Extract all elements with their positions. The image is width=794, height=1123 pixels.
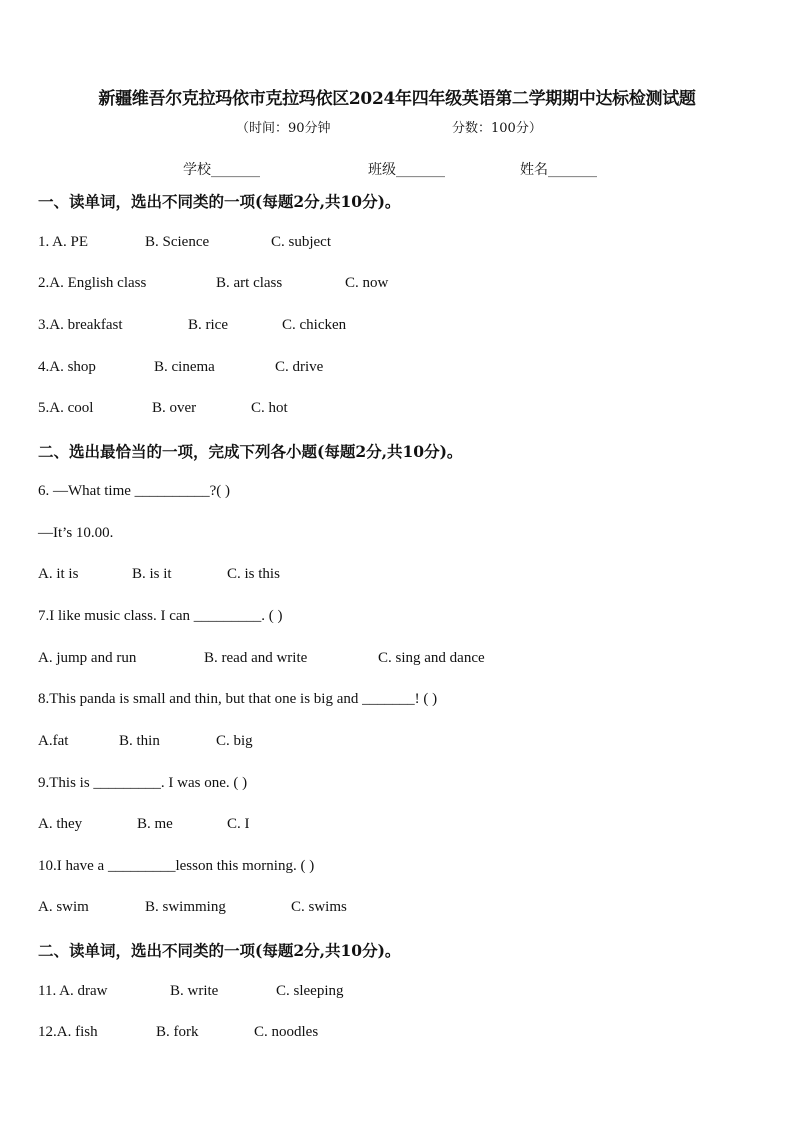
question-4-option-a: 4.A. shop <box>38 359 96 375</box>
question-12-option-b: B. fork <box>156 1024 199 1040</box>
question-7-option-a: A. jump and run <box>38 650 137 666</box>
question-5-option-b: B. over <box>152 400 197 416</box>
question-4-option-c: C. drive <box>275 359 324 375</box>
question-4-option-b: B. cinema <box>154 359 215 375</box>
school-field: 学校_______ <box>183 162 260 178</box>
question-10-option-b: B. swimming <box>145 899 226 915</box>
question-11-option-a: 11. A. draw <box>38 983 108 999</box>
class-field: 班级_______ <box>368 162 445 178</box>
question-6-option-a: A. it is <box>38 566 79 582</box>
name-field: 姓名_______ <box>520 162 597 178</box>
section-3-heading: 二、读单词，选出不同类的一项(每题2分,共10分)。 <box>38 941 401 960</box>
question-12-option-a: 12.A. fish <box>38 1024 98 1040</box>
question-9-option-b: B. me <box>137 816 173 832</box>
question-7-option-b: B. read and write <box>204 650 308 666</box>
question-10: 10.I have a _________lesson this morning. ( ) <box>38 858 315 874</box>
question-12-option-c: C. noodles <box>254 1024 319 1040</box>
question-2-option-b: B. art class <box>216 275 283 291</box>
question-6-answer: —It’s 10.00. <box>38 525 114 541</box>
question-1-option-b: B. Science <box>145 234 210 250</box>
question-11-option-b: B. write <box>170 983 219 999</box>
question-8-option-c: C. big <box>216 733 253 749</box>
question-11-option-c: C. sleeping <box>276 983 344 999</box>
question-8: 8.This panda is small and thin, but that one is big and _______! ( ) <box>38 691 438 707</box>
exam-time: （时间：90分钟 <box>236 121 331 136</box>
question-3-option-a: 3.A. breakfast <box>38 317 123 333</box>
question-2-option-a: 2.A. English class <box>38 275 147 291</box>
question-1-option-c: C. subject <box>271 234 331 250</box>
question-7-option-c: C. sing and dance <box>378 650 485 666</box>
question-3-option-b: B. rice <box>188 317 228 333</box>
question-5-option-c: C. hot <box>251 400 288 416</box>
question-8-option-a: A.fat <box>38 733 69 749</box>
question-9-option-c: C. I <box>227 816 250 832</box>
question-1-option-a: 1. A. PE <box>38 234 89 250</box>
section-1-heading: 一、读单词，选出不同类的一项(每题2分,共10分)。 <box>38 192 401 211</box>
question-6: 6. —What time __________?( ) <box>38 483 231 499</box>
question-5-option-a: 5.A. cool <box>38 400 94 416</box>
exam-score: 分数：100分） <box>452 121 542 136</box>
question-7: 7.I like music class. I can _________. ( ) <box>38 608 283 624</box>
question-6-option-c: C. is this <box>227 566 280 582</box>
section-2-heading: 二、选出最恰当的一项，完成下列各小题(每题2分,共10分)。 <box>38 442 463 461</box>
question-2-option-c: C. now <box>345 275 389 291</box>
question-9: 9.This is _________. I was one. ( ) <box>38 775 248 791</box>
question-10-option-c: C. swims <box>291 899 347 915</box>
question-10-option-a: A. swim <box>38 899 89 915</box>
question-6-option-b: B. is it <box>132 566 172 582</box>
question-9-option-a: A. they <box>38 816 83 832</box>
exam-title: 新疆维吾尔克拉玛依市克拉玛依区2024年四年级英语第二学期期中达标检测试题 <box>98 89 696 109</box>
question-8-option-b: B. thin <box>119 733 160 749</box>
question-3-option-c: C. chicken <box>282 317 347 333</box>
